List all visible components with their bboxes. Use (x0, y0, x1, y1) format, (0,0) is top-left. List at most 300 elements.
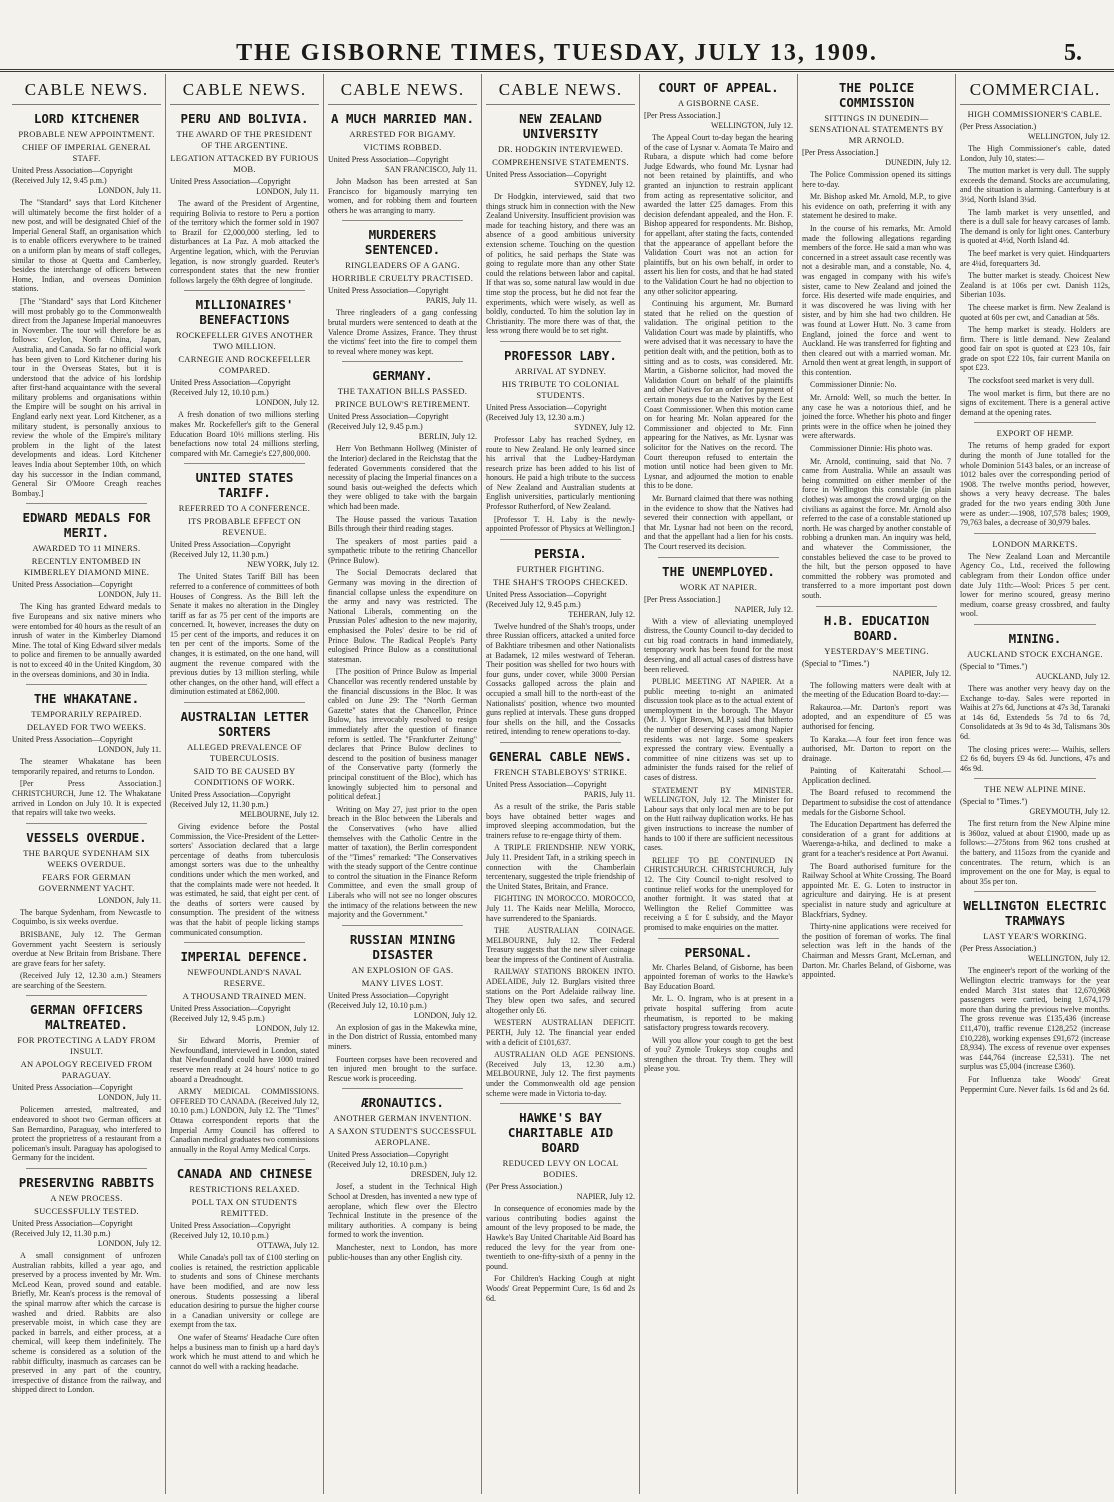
article-dateline (960, 797, 1110, 817)
dateline-place: LONDON, July 11. (98, 186, 161, 195)
article-separator (974, 891, 1096, 892)
dateline-source: [Per Press Association.] (644, 111, 721, 120)
article-dateline (328, 412, 477, 442)
article (170, 942, 319, 1154)
article-separator (500, 341, 621, 342)
article-paragraph: The speakers of most parties paid a sympathetic tribute to the retiring Chancellor (Prince Bulow). (328, 536, 477, 565)
article-headline: THE UNEMPLOYED. (662, 563, 775, 579)
article-paragraph: One wafer of Stearns' Headache Cure often helps a business man to finish up a hard day's work which he must attend to and which he cannot do well with a racking headache. (170, 1333, 319, 1371)
article (644, 557, 793, 933)
article-separator (500, 539, 621, 540)
article-subheading: DR. HODGKIN INTERVIEWED. (497, 144, 624, 154)
article-paragraph: To Karaka.—A four feet iron fence was authorised, Mr. Darton to report on the drainage. (802, 734, 951, 763)
article-headline: PRESERVING RABBITS (18, 1175, 155, 1191)
article (170, 1159, 319, 1371)
dateline-place: OTTAWA, July 12. (257, 1241, 319, 1251)
dateline-source: United Press Association—Copyright (486, 170, 607, 179)
article (170, 463, 319, 697)
dateline-place: LONDON, July 12. (255, 398, 319, 408)
article-subheading: THE BARQUE SYDENHAM SIX WEEKS OVERDUE. (23, 847, 150, 869)
column-7 (956, 74, 1114, 1494)
article (960, 422, 1110, 527)
article-dateline (328, 155, 477, 175)
article-paragraph: Herr Von Bethmann Hollweg (Minister of the Interior) declared in the Reichstag that the federated Governments considered that the necessity of placing the Imperial finances on a sound basis out-weighed the defects which they were obliged to take with the bargain which had been made. (328, 444, 477, 511)
article-headline: IMPERIAL DEFENCE. (180, 949, 309, 965)
article (960, 891, 1110, 1094)
article (486, 742, 635, 1098)
dateline-source: [Per Press Association.] (644, 594, 721, 604)
article-dateline (960, 122, 1110, 142)
article-subheading: ITS PROBABLE EFFECT ON REVENUE. (188, 516, 301, 538)
article-headline: GENERAL CABLE NEWS. (489, 748, 632, 764)
article-dateline (328, 991, 477, 1021)
dateline-place: TEHERAN, July 12. (568, 609, 635, 619)
article-paragraph: The Police Commission opened its sittings here to-day. (802, 170, 951, 189)
article (960, 778, 1110, 886)
dateline-source: United Press Association—Copyright (Received July 12, 11.30 p.m.) (12, 1219, 133, 1239)
article-headline: A MUCH MARRIED MAN. (331, 111, 474, 126)
article-subheading: LONDON MARKETS. (992, 538, 1078, 549)
article-paragraph: BRISBANE, July 12. The German Government yacht Seestern is seriously overdue at New Britain from Brisbane. There are grave fears for her safety. (12, 929, 161, 968)
article-subheading: PROBABLE NEW APPOINTMENT. (18, 129, 155, 139)
article-separator (974, 624, 1096, 625)
dateline-source: United Press Association—Copyright (486, 779, 607, 789)
article-separator (342, 220, 463, 221)
article-headline: MINING. (1008, 630, 1062, 646)
article-separator (26, 684, 147, 685)
article-paragraph: Mr. L. O. Ingram, who is at present in a private hospital suffering from acute rheumatism, is reported to be making satisfactory progress towards recovery. (644, 994, 793, 1033)
newspaper-title: THE GISBORNE TIMES, TUESDAY, JULY 13, 1909. (236, 40, 878, 66)
column-header: COMMERCIAL. (960, 74, 1110, 105)
article-dateline (170, 790, 319, 820)
column-header: CABLE NEWS. (12, 74, 161, 105)
article-dateline (12, 896, 161, 906)
article-paragraph: The closing prices were:— Waihis, sellers £2 6s 6d, buyers £9 4s 6d. Junctions, 47s and 46s 9d. (960, 744, 1110, 773)
article-paragraph: WESTERN AUSTRALIAN DEFICIT. PERTH, July 12. The financial year ended with a deficit of £101,637. (486, 1018, 635, 1047)
dateline-place: NAPIER, July 12. (734, 604, 793, 614)
article-subheading: CARNEGIE AND ROCKEFELLER COMPARED. (178, 354, 311, 376)
column-2 (166, 74, 324, 1494)
article-separator (184, 942, 305, 943)
article-paragraph: The first return from the New Alpine mine is 360oz, valued at about £1900, made up as follows:—275tons from 962 tons crushed at the battery, and 115ozs from the cyanide and concentrates. The return, which is an improvement on the one for May, is equal to about 35s per ton. (960, 819, 1110, 886)
article-paragraph: Dr Hodgkin, interviewed, said that two things struck him in connection with the New Zealand University. Insufficient provision was made for teaching history, and there was an absence of a good ambitious university extension scheme. Touching on the question of politics, he said perhaps the State was going to regulate more than any other State could the relations between labor and capital. If that was so, some natural law would in due time stop the process, but he did not fear the experiments, which were wisely, as well as boldly, conducted. To him the solution lay in Christianity. The more there was of that, the less wrong there would be to set right. (486, 192, 635, 336)
article-paragraph: Writing on May 27, just prior to the open breach in the Bloc between the Liberals and the Conservatives (who have allied themselves with the Catholic Centre in the matter of taxation), the Berlin correspondent of the "Times" remarked: "The Conservatives with the steady support of the Centre continue to control the situation in the Finance Reform Committee, and even the small group of Liberals who will not see no longer obscures the intimacy of the relations between the new majority and the Government." (328, 804, 477, 920)
article (170, 111, 319, 285)
article (328, 925, 477, 1084)
article-paragraph: The "Standard" says that Lord Kitchener will ultimately become the first holder of a new post, and will be designated Chief of the Imperial General Staff, an organisation which is to enable officers everywhere to be trained on a uniform plan by means of staff colleges, similar to those at Quetta and Camberley, besides the interchange of officers between Home, Indian, and overseas Dominion stations. (12, 198, 161, 294)
article-headline: VESSELS OVERDUE. (26, 829, 147, 845)
article (12, 995, 161, 1163)
article-paragraph: The mutton market is very dull. The supply exceeds the demand. Stocks are accumulating, and the situation is alarming. Canterbury is at 3½d, North Island 3¼d. (960, 166, 1110, 204)
article (12, 111, 161, 498)
article-subheading: THE AWARD OF THE PRESIDENT OF THE ARGENTINE. (176, 129, 313, 150)
article-paragraph: Commissioner Dinnie: No. (810, 380, 897, 390)
dateline-source: (Special to "Times.") (960, 797, 1028, 807)
article-paragraph: The Appeal Court to-day began the hearing of the case of Lysnar v. Aomata Te Mairo and Rubara, a dispute which had come before Judge Edwards, who found Mr. Lysnar had not been retained by plaintiffs, and who granted an injunction to restrain applicant from acting as representative solicitor, and awarded the latter £25 damages. From this decision defendant appealed, and the Hon. F. Bishop appeared for respondents. Mr. Bishop, for appellant, after stating the facts, contended that the appearance of appellant before the Validation Court was not an action for plaintiffs, but on his own behalf, in order to assert his lien for costs, and that he had stated to the Validation Court he had no objection to any other solicitor appearing. (644, 133, 793, 296)
article-subheading: TEMPORARILY REPAIRED. (31, 709, 142, 720)
article (170, 702, 319, 937)
article-separator (658, 938, 779, 939)
article-dateline (960, 944, 1110, 964)
article-subheading: EXPORT OF HEMP. (996, 428, 1074, 439)
dateline-source: United Press Association—Copyright (12, 735, 133, 745)
article-dateline (486, 1182, 635, 1202)
dateline-place: SYDNEY, July 12. (574, 180, 635, 189)
article-headline: PERSIA. (534, 545, 587, 561)
article-paragraph: Mr. Bishop asked Mr. Arnold, M.P., to give his evidence on oath, preferring it with any statement he desired to make. (802, 192, 951, 221)
article-subheading: ALLEGED PREVALENCE OF TUBERCULOSIS. (187, 742, 302, 764)
article (170, 290, 319, 458)
article-subheading: VICTIMS ROBBED. (363, 142, 442, 152)
article (802, 80, 951, 601)
article-paragraph: As a result of the strike, the Paris stable boys have obtained better wages and improved sleeping accommodation, but the trainers refuse to re-engage thirty of them. (486, 801, 635, 840)
article (12, 1168, 161, 1395)
article (802, 606, 951, 980)
article-paragraph: The Board refused to recommend the Department to subsidise the cost of attendance medals for the Gisborne School. (802, 788, 951, 817)
dateline-place: PARIS, July 11. (426, 296, 477, 306)
article-dateline (328, 286, 477, 306)
article (328, 1088, 477, 1262)
article-subheading: HIS TRIBUTE TO COLONIAL STUDENTS. (501, 378, 620, 400)
dateline-source: (Special to "Times.") (802, 658, 870, 668)
article-subheading: FURTHER FIGHTING. (516, 563, 605, 574)
article-paragraph: The House passed the various Taxation Bills through their third reading stages. (328, 514, 477, 534)
article-subheading: MANY LIVES LOST. (361, 977, 444, 988)
article-subheading: FRENCH STABLEBOYS' STRIKE. (493, 766, 628, 777)
page-number: 5. (1064, 40, 1082, 66)
dateline-source: (Per Press Association.) (486, 1182, 563, 1192)
dateline-source: United Press Association—Copyright (328, 155, 449, 164)
article (328, 361, 477, 920)
article-subheading: RECENTLY ENTOMBED IN KIMBERLEY DIAMOND MINE. (23, 556, 150, 578)
article-paragraph: Policemen arrested, maltreated, and endeavored to shoot two German officers at San Bernardino, Paraguay, who interfered to protect the proprietress of a restaurant from a policeman's insult. Paraguay has apologised to Germany for the incident. (12, 1105, 161, 1163)
dateline-place: GREYMOUTH, July 12. (1029, 807, 1110, 817)
article-paragraph: Mr. Burnard claimed that there was nothing in the evidence to show that the Natives had severed their connection with appellant, or that Mr. Lysnar had not been on the record, and that the appellant had a lien for his costs. The Court reserved its decision. (644, 493, 793, 551)
article-subheading: RINGLEADERS OF A GANG. (345, 260, 460, 271)
article-separator (342, 925, 463, 926)
article-headline: EDWARD MEDALS FOR MERIT. (22, 510, 151, 541)
article-headline: LORD KITCHENER (33, 111, 140, 126)
article-paragraph: Giving evidence before the Postal Commission, the Vice-President of the Letter-sorters' Association declared that a large percentage of deaths from tuberculosis amongst sorters was due to the unhealthy conditions under which the men worked, and that the complaints made were not heeded. It was estimated, he said, that eight per cent. of the deaths of sorters were caused by consumption. The president of the witness was that the habit of people licking stamps communicated consumption. (170, 822, 319, 937)
article-dateline (170, 540, 319, 570)
article-paragraph: PUBLIC MEETING AT NAPIER. At a public meeting to-night an animated discussion took place as to the actual extent of unemployment in the borough. The Mayor (Mr. J. Vigor Brown, M.P.) said that hitherto the number of deserving cases among Napier residents was not large. Some speakers expressed the contrary view. Eventually a committee of nine citizens was set up to administer the funds raised for the relief of cases of distress. (644, 677, 793, 783)
article-paragraph: Sir Edward Morris, Premier of Newfoundland, interviewed in London, stated that Newfoundland could have 1000 trained reserve men ready at 24 hours' notice to go aboard a Dreadnought. (170, 1036, 319, 1084)
article-paragraph: THE AUSTRALIAN COINAGE. MELBOURNE, July 12. The Federal Treasury suggests that the new silver coinage bear the impress of the Continent of Australia. (486, 926, 635, 964)
article-subheading: SITTINGS IN DUNEDIN—SENSATIONAL STATEMENTS BY MR ARNOLD. (809, 113, 944, 145)
article-paragraph: Mr. Charles Beland, of Gisborne, has been appointed foreman of works to the Hawke's Bay Education Board. (644, 962, 793, 991)
article-paragraph: [The "Standard" says that Lord Kitchener will most probably go to the Commonwealth direct from the Japanese Imperial manoeuvres in November. The tour will therefore be as follows: Ceylon, North China, Japan, Australia, and Canada. So far no official work has been given to Lord Kitchener during his tour in the Overseas States, but it is understood that the advice of his lordship after first-hand acquaintance with the several military problems and organisations within the Empire will be sought on his arrival in England early next year. Lord Kitchener, as a military student, is personally anxious to review the whole of the Empire's military problem in the light of the latest developments and ideas. Lord Kitchener leaves India about September 10th, on which day his successor in the Indian command, General Sir O'Moore Creagh reaches Bombay.] (12, 296, 161, 498)
article-subheading: PRINCE BULOW'S RETIREMENT. (334, 399, 471, 410)
article-paragraph: The United States Tariff Bill has been referred to a conference of committees of both Houses of Congress. As the Bill left the Senate it makes no alteration in the Dingley tariff as far as 75 per cent of the imports are concerned. It, however, increases the duty on 15 per cent of the imports, and reduces it on ten per cent of the imports. Some of the changes, it is estimated, on the one hand, will augment the revenue compared with the previous duties by 13 million sterling, while other changes, on the other hand, will effect a diminution estimated at £862,000. (170, 572, 319, 697)
article-paragraph: In the course of his remarks, Mr. Arnold made the following allegations regarding members of the force. He said a man who was concerned in a street assault case recently was not a desirable man, and a constable, No. 4, was engaged in company with his wife's sister, came to New Zealand and joined the force. His deserted wife made enquiries, and it was discovered he was living with her sister, and by him she had two children. He was found at Lower Hutt. No. 3 came from England, joined the force and went to Auckland. He was transferred for fighting and then cleared out with a married woman. Mr. Arnold then went at great length, in support of this contention. (802, 223, 951, 377)
article-subheading: A NEW PROCESS. (50, 1193, 123, 1204)
article-subheading: ARRESTED FOR BIGAMY. (349, 129, 456, 139)
column-1 (8, 74, 166, 1494)
dateline-place: LONDON, July 11. (98, 1093, 161, 1103)
dateline-place: MELBOURNE, July 12. (239, 810, 319, 820)
article-paragraph: STATEMENT BY MINISTER. WELLINGTON, July 12. The Minister for Labour says that only local men are to be put on the Hutt railway duplication works. He has given instructions to increase the number of hands to 100 if there are sufficient necessitous cases. (644, 785, 793, 853)
article-separator (26, 503, 147, 504)
masthead (0, 0, 1114, 72)
article (486, 1103, 635, 1303)
dateline-place: PARIS, July 11. (584, 789, 635, 799)
dateline-place: LONDON, July 11. (98, 895, 161, 905)
dateline-place: DUNEDIN, July 12. (885, 158, 951, 167)
article-headline: H.B. EDUCATION BOARD. (823, 612, 930, 643)
article-paragraph: FIGHTING IN MOROCCO. MOROCCO, July 11. The Kaids near Melilla, Morocco, have surrendered to the Spaniards. (486, 894, 635, 923)
article (328, 220, 477, 356)
article-separator (816, 606, 937, 607)
article-dateline (170, 1221, 319, 1251)
dateline-source: United Press Association—Copyright (Received July 12, 10.10 p.m.) (170, 1221, 291, 1241)
column-5 (640, 74, 798, 1494)
article-subheading: REDUCED LEVY ON LOCAL BODIES. (502, 1158, 619, 1180)
article-subheading: LEGATION ATTACKED BY FURIOUS MOB. (170, 153, 319, 174)
newspaper-columns (8, 74, 1110, 1494)
article-paragraph: Commissioner Dinnie: His photo was. (810, 444, 933, 454)
article-separator (26, 995, 147, 996)
article-subheading: THE TAXATION BILLS PASSED. (337, 386, 468, 397)
dateline-place: DRESDEN, July 12. (410, 1170, 477, 1180)
article-paragraph: The returns of hemp graded for export during the month of June totalled for the whole Dominion 5143 bales, or an increase of 1012 bales over the corresponding period of 1908. The twelve months period, however, shows a very heavy decrease. The bales graded for the two years ending 30th June were as under:—1908, 107,578 bales; 1909, 79,763 bales, a decrease of 30,979 bales. (960, 441, 1110, 528)
article-paragraph: ARMY MEDICAL COMMISSIONS. OFFERED TO CANADA. (Received July 12, 10.10 p.m.) LONDON, July 12. The "Times" Ottawa correspondent reports that the Imperial Army Council has offered to Canadian medical graduates two commissions annually in the Royal Army Medical Corps. (170, 1087, 319, 1154)
article-paragraph: Three ringleaders of a gang confessing brutal murders were sentenced to death at the Valence Drome Assizes, France. They thrust the victims' feet into the fire to compel them to reveal where money was kept. (328, 308, 477, 356)
article-dateline (170, 1004, 319, 1034)
article-paragraph: The King has granted Edward medals to five Europeans and six native miners who were entombed for 40 hours as the result of an inrush of water in the Kimberley Diamond Mine. The total of King Edward silver medals to police and firemen to be annually awarded is not to exceed 40 in the United Kingdom, 30 in the overseas dominions, and 30 in India. (12, 602, 161, 679)
dateline-place: LONDON, July 12. (413, 1010, 477, 1020)
article-separator (184, 1159, 305, 1160)
article-separator (342, 361, 463, 362)
dateline-source: [Per Press Association.] (802, 148, 879, 157)
article-dateline (12, 166, 161, 196)
article-subheading: THE NEW ALPINE MINE. (984, 784, 1086, 795)
dateline-place: LONDON, July 12. (97, 1239, 161, 1249)
article-paragraph: The Education Department has deferred the consideration of a grant for additions at Waerenga-a-hika, and declined to make a grant for a teacher's residence at Port Awanui. (802, 820, 951, 859)
article-paragraph: A small consignment of unfrozen Australian rabbits, killed a year ago, and preserved by a process invented by Mr. Wm. McLeod Kean, proved sound and eatable. Briefly, Mr. Kean's process is the removal of the spinal marrow after which the carcase is washed and dried. Rabbits are also preservable moist, in which case they are packed in barrels, and either process, at a chemical, will keep them indefinitely. The scheme is considered as a solution of the rabbit difficulty, inasmuch as carcases can be preserved in any part of the country, irrespective of distance from the railway, and shipped direct to London. (12, 1251, 161, 1395)
article-paragraph: Painting of Kaiteratahi School.—Application declined. (802, 766, 951, 785)
article-headline: RUSSIAN MINING DISASTER (349, 931, 456, 962)
article-paragraph: The award of the President of Argentine, requiring Bolivia to restore to Peru a portion of the territory which the former sold in 1907 to Brazil for £2,000,000 sterling, led to disturbances at La Paz. A mob attacked the Argentine legation, which, with the Peruvian legation, is now strongly guarded. Reuter's correspondent states that the new frontier follows largely the 69th degree of longitude. (170, 199, 319, 285)
dateline-source: United Press Association—Copyright (Received July 12, 10.10 p.m.) (170, 378, 291, 398)
article-paragraph: [The position of Prince Bulow as Imperial Chancellor was recently rendered unstable by the financial discussions in the Bloc. It was cabled on June 29: The "North German Gazette" states that the Chancellor, Prince Bulow, has irrevocably resolved to resign immediately after the question of finance reform is settled. The "Frankfurter Zeitung" declares that Prince Bulow declines to descend to the position of business manager of the Conservative party (formerly the principal constituent of the Bloc), which has knowingly subjected him to personal and political defeat.] (328, 667, 477, 802)
article (486, 539, 635, 737)
article-paragraph: Mr. Arnold, continuing, said that No. 7 came from Australia. While an assault was being committed on either member of the force in Wellington this constable (in plain clothes) was amongst the crowd urging on the civilians as against the force. Mr. Arnold also referred to the case of a constable stationed up north. He was charged by another constable of robbing a drunken man. An inquiry was held, and whatever the Commissioner, the constables believed the case to be proved to the hilt, but the person opposed to have committed the robbery was promoted and transferred to a more important post down south. (802, 456, 951, 600)
article-paragraph: The barque Sydenham, from Newcastle to Coquimbo, is six weeks overdue. (12, 907, 161, 927)
article-separator (658, 557, 779, 558)
article-separator (184, 463, 305, 464)
article-subheading: POLL TAX ON STUDENTS REMITTED. (191, 1197, 298, 1219)
article-subheading: AUCKLAND STOCK EXCHANGE. (967, 648, 1103, 659)
article-separator (184, 290, 305, 291)
article-dateline (486, 403, 635, 433)
article-subheading: THE SHAH'S TROOPS CHECKED. (493, 576, 628, 587)
article-headline: ÆRONAUTICS. (361, 1095, 444, 1111)
article-headline: THE WHAKATANE. (33, 691, 140, 707)
article-paragraph: The engineer's report of the working of the Wellington electric tramways for the year ended March 31st states that 12,670,968 passengers were carried, being 1,674,179 more than during the previous twelve months. The gross revenue was £135,436 (increase £11,470), traffic revenue £128,252 (increase £10,228), working expenses £91,672 (increase £8,934). The excess of revenue over expenses was £44,764 (increase £2,531). The net surplus was £5,004 (increase £360). (960, 966, 1110, 1072)
article-paragraph: The Board authorised furniture for the Railway School at White Crossing. The Board appointed Mr. E. G. Loten to instructor in agriculture and dairying. He is at present specialist in nature study and agriculture at Blackfriars, Sydney. (802, 861, 951, 919)
article-subheading: SUCCESSFULLY TESTED. (34, 1206, 139, 1217)
dateline-place: WELLINGTON, July 12. (1027, 954, 1110, 964)
dateline-place: SYDNEY, July 12. (574, 422, 635, 432)
dateline-source: (Special to "Times.") (960, 661, 1028, 671)
article-dateline (12, 735, 161, 755)
article (486, 341, 635, 534)
article-paragraph: The wool market is firm, but there are no signs of excitement. There is a general active demand at the opening rates. (960, 388, 1110, 417)
article-subheading: ANOTHER GERMAN INVENTION. (333, 1113, 472, 1124)
article-paragraph: Mr. Arnold: Well, so much the better. In any case he was a notorious thief, and he joined the force. Whether his photo and finger prints were in the office when he joined they were afterwards. (802, 393, 951, 441)
column-header: CABLE NEWS. (486, 74, 635, 105)
article-paragraph: The cheese market is firm. New Zealand is quoted at 60s per cwt, and Canadian at 58s. (960, 302, 1110, 322)
article (486, 111, 635, 336)
article-paragraph: The butter market is steady. Choicest New Zealand is at 106s per cwt. Danish 112s, Siberian 103s. (960, 271, 1110, 300)
article-headline: HAWKE'S BAY CHARITABLE AID BOARD (507, 1110, 614, 1156)
article-dateline (486, 170, 635, 190)
article (960, 109, 1110, 417)
article-dateline (960, 662, 1110, 682)
article-paragraph: [Per Press Association.] CHRISTCHURCH, June 12. The Whakatane arrived in London on July 10. It is expected that repairs will take two weeks. (12, 779, 161, 818)
article-paragraph: The steamer Whakatane has been temporarily repaired, and returns to London. (12, 757, 161, 776)
article-paragraph: The New Zealand Loan and Mercantile Agency Co., Ltd., received the following cablegram from their London office under date July 11th:—Wool: Prices 5 per cent. lower for merino scoured, greasy merino medium, coarse greasy crossbred, and faulty wool. (960, 551, 1110, 619)
article-paragraph: Continuing his argument, Mr. Burnard stated that he relied on the question of validation. The original petition to the Validation Court was made by plaintiffs, who were advised that it was necessary to have the petition dealt with, and the petition, both as to sitting and as to costs, was considered. Mr. Martin, a Gisborne solicitor, had moved the Validation Court on behalf of the plaintiffs and other Natives for an order for payment of certain moneys due to the Natives by the Eest Coast Commissioner. When this motion came on for hearing Mr. Nolan appeared for the Commissioner and objected to Mr. Finn appearing for the Natives, as Mr. Lysnar was solicitor for the Natives on the record. The Court thereupon refused to entertain the motion until notice had been given to Mr. Lysnar, and adjourned the motion to enable this to be done. (644, 299, 793, 491)
article-paragraph: The Social Democrats declared that Germany was moving in the direction of financial collapse unless the expenditure on the army and navy was restricted. The National Liberals, commenting on the Prussian Poles' adhesion to the new majority, emphasised the Poles' desire to be rid of Prince Bulow. The Radical People's Party eulogised Prince Bulow as a constitutional statesman. (328, 568, 477, 664)
article-paragraph: Fourteen corpses have been recovered and ten injured men brought to the surface. Rescue work is proceeding. (328, 1054, 477, 1083)
article-subheading: RESTRICTIONS RELAXED. (189, 1184, 300, 1195)
article-headline: PERU AND BOLIVIA. (180, 111, 309, 126)
article-dateline (486, 780, 635, 800)
article-paragraph: AUSTRALIAN OLD AGE PENSIONS. (Received July 13, 12.30 a.m.) MELBOURNE, July 12. The first payments under the Commonwealth old age pension scheme were made in Victoria to-day. (486, 1050, 635, 1098)
article-subheading: A GISBORNE CASE. (677, 98, 760, 108)
dateline-source: United Press Association—Copyright (Received July 12, 10.10 p.m.) (328, 1150, 449, 1170)
dateline-place: NAPIER, July 12. (892, 668, 951, 678)
article-separator (500, 1103, 621, 1104)
article-paragraph: In consequence of economies made by the various contributing bodies against the amount of the levy proposed to be made, the Hawke's Bay United Charitable Aid Board has reduced the levy for the year from one-twentieth to one-fifty-sixth of a penny in the pound. (486, 1204, 635, 1271)
article-subheading: WORK AT NAPIER. (679, 581, 758, 592)
article-dateline (802, 659, 951, 679)
article-subheading: A SAXON STUDENT'S SUCCESSFUL AEROPLANE. (328, 1126, 477, 1148)
article-subheading: ROCKEFELLER GIVES ANOTHER TWO MILLION. (176, 330, 313, 352)
article-headline: THE POLICE COMMISSION (838, 80, 915, 110)
article-headline: COURT OF APPEAL. (658, 80, 779, 95)
article-paragraph: The following matters were dealt with at the meeting of the Education Board to-day:— (802, 680, 951, 700)
dateline-source: United Press Association—Copyright (Received July 12, 9.45 p.m.) (170, 1004, 291, 1024)
dateline-source: United Press Association—Copyright (12, 1083, 133, 1093)
article-headline: GERMAN OFFICERS MALTREATED. (30, 1002, 143, 1033)
article-paragraph: Rakauroa.—Mr. Darton's report was adopted, and an expenditure of £5 was authorised for fencing. (802, 702, 951, 731)
dateline-source: United Press Association—Copyright (Received July 12, 9.45 p.m.) (486, 589, 607, 609)
article-subheading: HIGH COMMISSIONER'S CABLE. (967, 109, 1103, 119)
dateline-source: United Press Association—Copyright (328, 286, 449, 296)
article-separator (974, 422, 1096, 423)
dateline-source: (Per Press Association.) (960, 944, 1037, 954)
dateline-source: United Press Association—Copyright (Received July 12, 9.45 p.m.) (12, 166, 133, 185)
article-headline: CANADA AND CHINESE (176, 1166, 313, 1182)
article-dateline (12, 580, 161, 600)
article-headline: MILLIONAIRES' BENEFACTIONS (195, 297, 294, 328)
article (960, 533, 1110, 619)
article-paragraph: The lamb market is very unsettled, and there is a dull sale for heavy carcases of lamb. The demand is only for light ones. Canterbury is quoted at 4½d, North Island 4d. (960, 207, 1110, 246)
article-subheading: ARRIVAL AT SYDNEY. (514, 365, 607, 376)
article (644, 80, 793, 552)
article-dateline (486, 590, 635, 620)
article-dateline (170, 378, 319, 408)
dateline-source: United Press Association—Copyright (Received July 13, 12.30 a.m.) (486, 402, 607, 422)
article-paragraph: RAILWAY STATIONS BROKEN INTO. ADELAIDE, July 12. Burglars visited three stations on the Port Adelaide railway line. They blew open two safes, and secured altogether only £6. (486, 967, 635, 1015)
dateline-place: AUCKLAND, July 12. (1035, 671, 1110, 681)
article (960, 624, 1110, 773)
article (644, 938, 793, 1075)
article-paragraph: Professor Laby has reached Sydney, en route to New Zealand. He only learned since his arrival that the Ludbey-Hardyman research prize has been added to his list of honours. He paid a high tribute to the success of New Zealand and Australian students at English universities, particularly mentioning Professor Rutherford, of New Zealand. (486, 434, 635, 512)
article-headline: MURDERERS SENTENCED. (364, 227, 441, 258)
article-paragraph: For Children's Hacking Cough at night Woods' Great Peppermint Cure, 1s 6d and 2s 6d. (486, 1274, 635, 1303)
article-paragraph: The beef market is very quiet. Hindquarters are 4¼d, forequarters 3d. (960, 248, 1110, 268)
article-subheading: NEWFOUNDLAND'S NAVAL RESERVE. (187, 967, 302, 989)
article (328, 111, 477, 215)
article-paragraph: With a view of alleviating unemployed distress, the County Council to-day decided to cut big road contracts in hand immediately, temporary work has been found for the most deserving, and all actual cases of distress have been relieved. (644, 616, 793, 674)
article-subheading: A THOUSAND TRAINED MEN. (182, 991, 307, 1002)
article-paragraph: The cocksfoot seed market is very dull. (968, 376, 1094, 386)
article-subheading: LAST YEAR'S WORKING. (983, 931, 1087, 942)
dateline-source: United Press Association—Copyright (Received July 12, 11.30 p.m.) (170, 540, 291, 560)
article (12, 823, 161, 991)
dateline-place: NAPIER, July 12. (576, 1192, 635, 1202)
dateline-source: (Per Press Association.) (960, 122, 1037, 131)
dateline-source: United Press Association—Copyright (Received July 12, 10.10 p.m.) (328, 990, 449, 1010)
article-dateline (170, 177, 319, 197)
dateline-source: United Press Association—Copyright (170, 177, 291, 186)
article-subheading: HORRIBLE CRUELTY PRACTISED. (331, 273, 474, 284)
column-4 (482, 74, 640, 1494)
article-paragraph: An explosion of gas in the Makewka mine, in the Don district of Russia, entombed many miners. (328, 1022, 477, 1052)
dateline-place: WELLINGTON, July 12. (1027, 132, 1110, 141)
article-dateline (802, 148, 951, 168)
article-paragraph: The hemp market is steady. Holders are firm. There is little demand. New Zealand good fair on spot is quoted at £23 10s, fair grade on spot £22 10s, fair current Manila on spot £23. (960, 325, 1110, 373)
dateline-place: NEW YORK, July 12. (247, 560, 319, 570)
column-header: CABLE NEWS. (170, 74, 319, 105)
dateline-place: LONDON, July 12. (255, 1024, 319, 1034)
article-paragraph: Josef, a student in the Technical High School at Dresden, has invented a new type of aeroplane, which flew over the Electro Technical Institute in the presence of the military authorities. A company is being formed to work the invention. (328, 1182, 477, 1240)
article-subheading: AN EXPLOSION OF GAS. (351, 964, 454, 975)
article-dateline (328, 1150, 477, 1180)
column-header: CABLE NEWS. (328, 74, 477, 105)
article-headline: GERMANY. (372, 368, 433, 384)
dateline-place: WELLINGTON, July 12. (710, 121, 793, 130)
article-paragraph: The High Commissioner's cable, dated London, July 10, states:— (960, 144, 1110, 163)
article-subheading: DELAYED FOR TWO WEEKS. (26, 722, 147, 733)
article-headline: NEW ZEALAND UNIVERSITY (519, 111, 602, 141)
article (12, 684, 161, 818)
article-paragraph: A TRIPLE FRIENDSHIP. NEW YORK, July 11. President Taft, in a striking speech in connection with the Chamberlain tercentenary, suggested the triple friendship of the United States, Britain, and France. (486, 843, 635, 891)
dateline-place: LONDON, July 11. (98, 590, 161, 600)
article (12, 503, 161, 679)
article-separator (974, 533, 1096, 534)
article-paragraph: For Influenza take Woods' Great Peppermint Cure. Never fails. 1s 6d and 2s 6d. (960, 1074, 1110, 1094)
article-separator (974, 778, 1096, 779)
dateline-source: United Press Association—Copyright (Received July 12, 9.45 p.m.) (328, 412, 449, 432)
article-paragraph: A fresh donation of two millions sterling makes Mr. Rockefeller's gift to the General Education Board 10½ millions sterling. His benefactions now total 24 millions sterling, compared with Mr. Carnegie's £27,800,000. (170, 410, 319, 458)
article-headline: UNITED STATES TARIFF. (195, 470, 294, 501)
article-paragraph: While Canada's poll tax of £100 sterling on coolies is retained, the restriction applicable to students and sons of Chinese merchants have been modified, and are now less onerous. Students possessing a liberal education desiring to pursue the higher course in a Canadian university or college are exempt from the tax. (170, 1253, 319, 1330)
article-paragraph: RELIEF TO BE CONTINUED IN CHRISTCHURCH. CHRISTCHURCH, July 12. The City Council to-night resolved to continue relief works for the unemployed for another fortnight. It was stated that at Wellington the Relief Committee was receiving a £ for £ subsidy, and the Mayor promised to make enquiries on the matter. (644, 855, 793, 932)
article-subheading: COMPREHENSIVE STATEMENTS. (492, 157, 629, 167)
article-subheading: FEARS FOR GERMAN GOVERNMENT YACHT. (38, 871, 135, 893)
article-subheading: CHIEF OF IMPERIAL GENERAL STAFF. (22, 142, 151, 163)
dateline-place: SAN FRANCISCO, July 11. (385, 165, 477, 174)
column-3 (324, 74, 482, 1494)
article-paragraph: Thirty-nine applications were received for the position of foreman of works. The final selection was left in the hands of the Chairman and Messrs Grant, McLernan, and Darton. Mr. Charles Beland, of Gisborne, was appointed. (802, 922, 951, 980)
article-separator (500, 742, 621, 743)
article-paragraph: (Received July 12, 12.30 a.m.) Steamers are searching of the Seestern. (12, 971, 161, 990)
article-subheading: YESTERDAY'S MEETING. (824, 645, 929, 656)
